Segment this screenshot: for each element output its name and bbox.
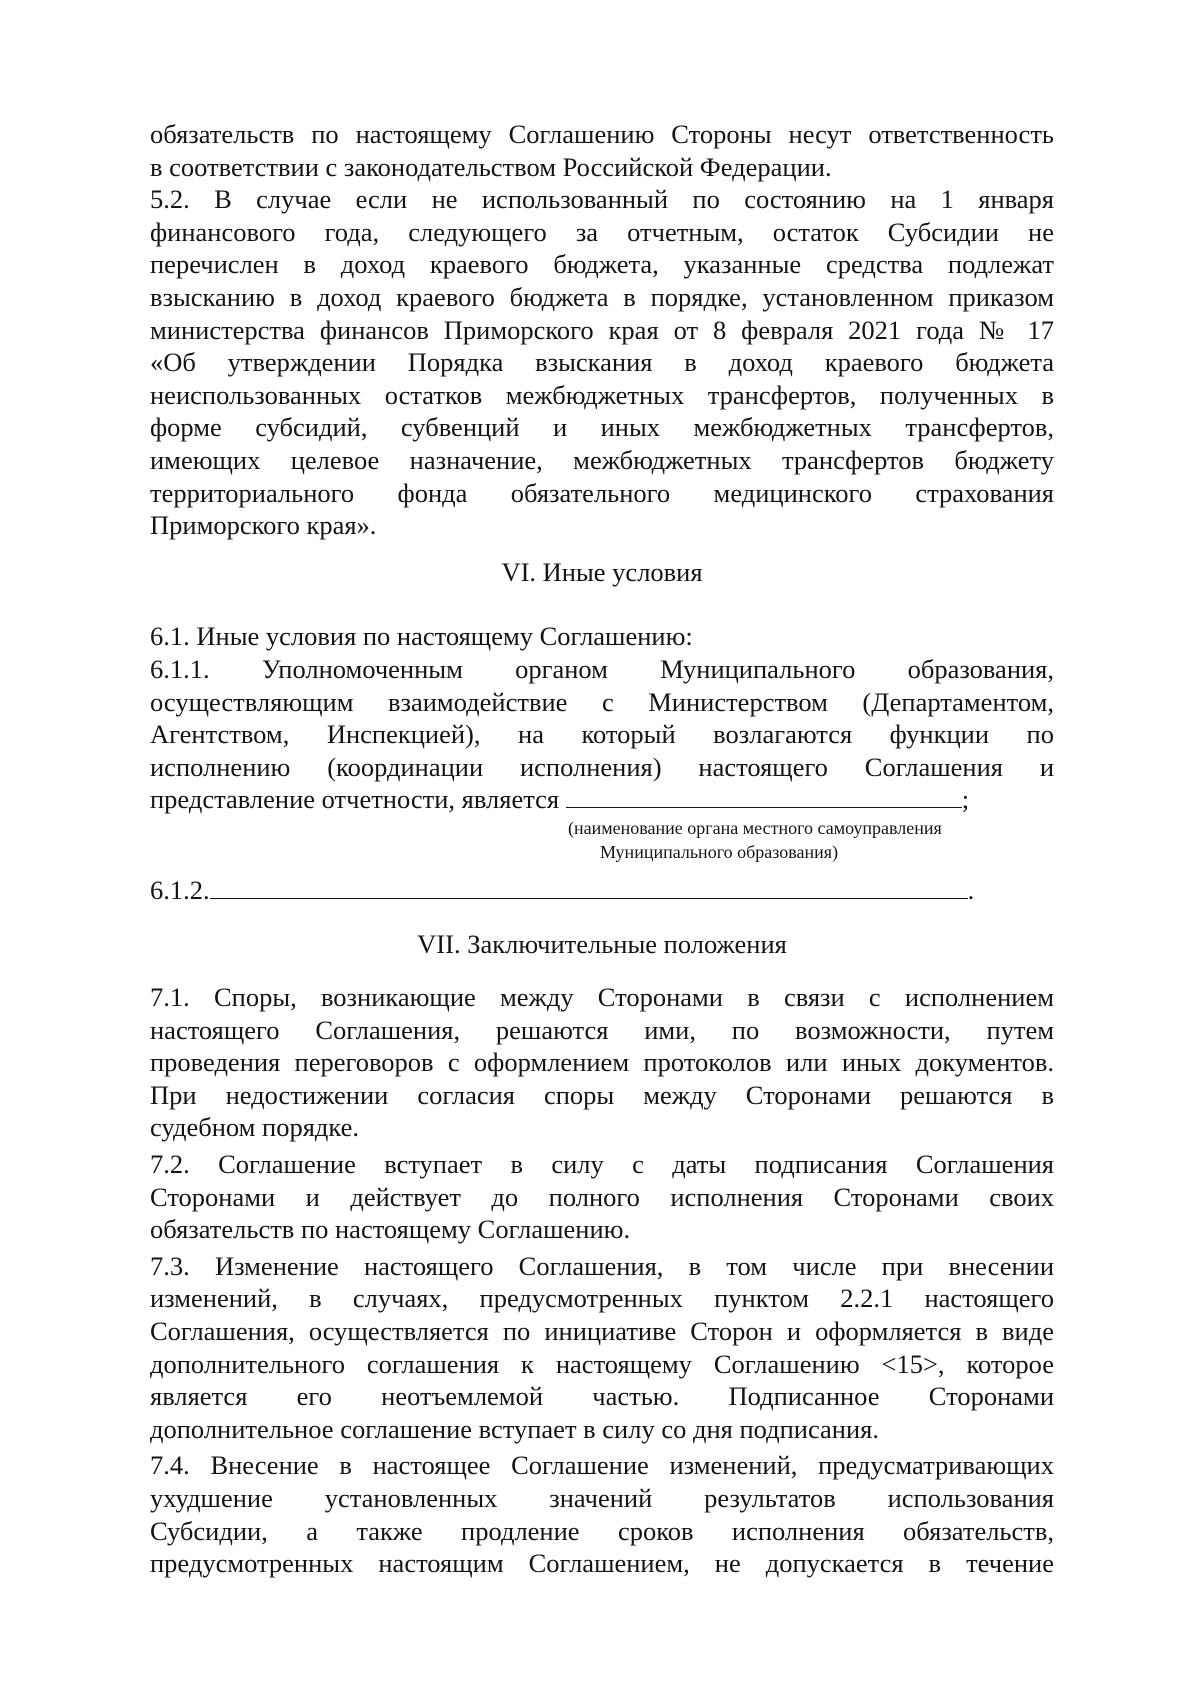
text-line: Приморского края». <box>150 510 377 541</box>
text-line: форме субсидий, субвенций и иных межбюджетных трансфертов, <box>150 412 1054 443</box>
text-line: исполнению (координации исполнения) настоящего Соглашения и <box>150 751 1054 782</box>
text-line: Агентством, Инспекцией), на который возлагаются функции по <box>150 719 1054 750</box>
text-line: дополнительное соглашение вступает в силу со дня подписания. <box>150 1413 879 1444</box>
text-line: 7.2. Соглашение вступает в силу с даты подписания Соглашения <box>150 1149 1054 1180</box>
section-heading-6: VI. Иные условия <box>501 556 703 587</box>
document-page <box>150 118 1054 1580</box>
text-line: изменений, в случаях, предусмотренных пунктом 2.2.1 настоящего <box>150 1283 1054 1314</box>
text-line: судебном порядке. <box>150 1112 359 1143</box>
paragraph-5-2 <box>150 183 1054 542</box>
text-line: 7.1. Споры, возникающие между Сторонами в связи с исполнением <box>150 982 1054 1013</box>
text-line: 5.2. В случае если не использованный по состоянию на 1 января <box>150 184 1054 215</box>
text-line: При недостижении согласия споры между Сторонами решаются в <box>150 1079 1054 1110</box>
text-fragment: . <box>967 874 975 905</box>
section-heading-7: VII. Заключительные положения <box>417 929 787 960</box>
fill-in-blank[interactable] <box>566 783 962 808</box>
text-line: министерства финансов Приморского края от 8 февраля 2021 года № 17 <box>150 314 1054 345</box>
text-line: Сторонами и действует до полного исполнения Сторонами своих <box>150 1181 1054 1212</box>
text-line: настоящего Соглашения, решаются ими, по возможности, путем <box>150 1014 1054 1045</box>
paragraph-5-1-continuation <box>150 118 1054 183</box>
caption-line: (наименование органа местного самоуправления <box>568 817 942 838</box>
text-line: территориального фонда обязательного медицинского страхования <box>150 477 1054 508</box>
text-line <box>150 783 1054 816</box>
text-line: предусмотренных настоящим Соглашением, не допускается в течение <box>150 1548 1054 1579</box>
paragraph-7-1 <box>150 981 1054 1144</box>
text-line: обязательств по настоящему Соглашению Стороны несут ответственность <box>150 119 1054 149</box>
caption-line: Муниципального образования) <box>600 841 839 862</box>
text-line: взысканию в доход краевого бюджета в порядке, установленном приказом <box>150 281 1054 312</box>
text-fragment: ; <box>961 784 970 815</box>
paragraph-7-4 <box>150 1449 1054 1579</box>
text-fragment: представление отчетности, является <box>150 784 560 815</box>
text-line: 7.4. Внесение в настоящее Соглашение изменений, предусматривающих <box>150 1450 1054 1481</box>
text-line: перечислен в доход краевого бюджета, указанные средства подлежат <box>150 249 1054 280</box>
paragraph-7-2 <box>150 1148 1054 1246</box>
text-line: 6.1.1. Уполномоченным органом Муниципального образования, <box>150 653 1054 684</box>
text-line: Субсидии, а также продление сроков исполнения обязательств, <box>150 1515 1054 1546</box>
text-line: ухудшение установленных значений результатов использования <box>150 1482 1054 1513</box>
text-line: проведения переговоров с оформлением протоколов или иных документов. <box>150 1047 1054 1078</box>
text-line: Соглашения, осуществляется по инициативе Сторон и оформляется в виде <box>150 1316 1054 1346</box>
text-line: неиспользованных остатков межбюджетных трансфертов, полученных в <box>150 379 1054 410</box>
text-line: в соответствии с законодательством Российской Федерации. <box>150 151 832 182</box>
fill-in-blank[interactable] <box>210 874 968 899</box>
text-fragment: 6.1.2. <box>150 874 210 905</box>
text-line: является его неотъемлемой частью. Подписанное Сторонами <box>150 1381 1054 1412</box>
paragraph-6-1: 6.1. Иные условия по настоящему Соглашению: <box>150 621 693 652</box>
text-line: финансового года, следующего за отчетным, остаток Субсидии не <box>150 216 1054 247</box>
text-line: осуществляющим взаимодействие с Министерством (Департаментом, <box>150 686 1054 717</box>
blank-caption <box>150 816 1054 864</box>
paragraph-6-1-1 <box>150 653 1054 864</box>
text-line: дополнительного соглашения к настоящему Соглашению <15>, которое <box>150 1348 1054 1379</box>
text-line: имеющих целевое назначение, межбюджетных трансфертов бюджету <box>150 444 1054 475</box>
paragraph-6-1-2 <box>150 874 1054 907</box>
text-line: 7.3. Изменение настоящего Соглашения, в том числе при внесении <box>150 1250 1054 1281</box>
text-line: обязательств по настоящему Соглашению. <box>150 1214 631 1245</box>
text-line: «Об утверждении Порядка взыскания в доход краевого бюджета <box>150 347 1054 378</box>
paragraph-7-3 <box>150 1250 1054 1446</box>
